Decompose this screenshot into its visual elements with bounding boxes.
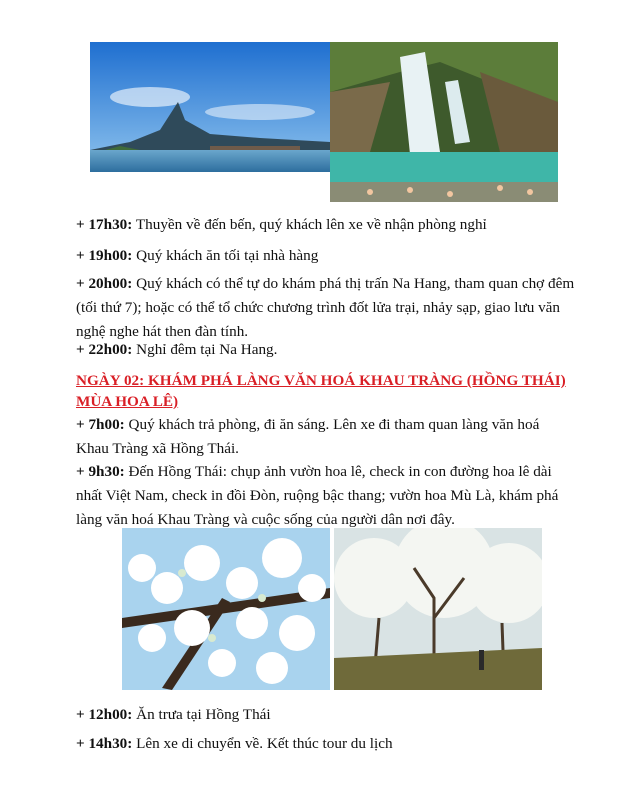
schedule-item-2000 xyxy=(76,272,576,344)
time-label: + 22h00: xyxy=(76,341,133,358)
time-label: + 17h30: xyxy=(76,216,133,233)
item-text: Quý khách có thể tự do khám phá thị trấn Na Hang, tham quan chợ đêm (tối thứ 7); hoặc có thể tổ chức chương trình đốt lửa trại, nhảy sạp, giao lưu văn nghệ nghe hát then đàn tính. xyxy=(76,275,575,340)
item-text: Quý khách ăn tối tại nhà hàng xyxy=(132,247,319,264)
blossom-branch-photo xyxy=(122,528,330,690)
time-label: + 12h00: xyxy=(76,706,133,723)
lake-photo xyxy=(90,42,330,172)
item-text: Nghỉ đêm tại Na Hang. xyxy=(132,341,278,358)
schedule-item-1430 xyxy=(76,732,576,756)
schedule-item-1900 xyxy=(76,244,576,268)
blossom-orchard-photo xyxy=(334,528,542,690)
schedule-item-1200 xyxy=(76,703,576,727)
time-label: + 14h30: xyxy=(76,735,133,752)
schedule-item-0930 xyxy=(76,460,576,532)
time-label: + 20h00: xyxy=(76,275,133,292)
item-text: Thuyền về đến bến, quý khách lên xe về nhận phòng nghỉ xyxy=(132,216,487,233)
time-label: + 7h00: xyxy=(76,416,125,433)
time-label: + 19h00: xyxy=(76,247,133,264)
item-text: Đến Hồng Thái: chụp ảnh vườn hoa lê, check in con đường hoa lê dài nhất Việt Nam, check in đồi Đòn, ruộng bậc thang; vườn hoa Mù Là, khám phá làng văn hoá Khau Tràng và cuộc sống của người dân nơi đây. xyxy=(76,463,559,528)
time-label: + 9h30: xyxy=(76,463,125,480)
waterfall-photo xyxy=(330,42,558,202)
schedule-item-1730 xyxy=(76,213,576,237)
day2-heading: NGÀY 02: KHÁM PHÁ LÀNG VĂN HOÁ KHAU TRÀNG (HỒNG THÁI) MÙA HOA LÊ) xyxy=(76,372,566,410)
schedule-item-0700 xyxy=(76,413,576,461)
item-text: Lên xe di chuyển về. Kết thúc tour du lịch xyxy=(132,735,393,752)
schedule-item-2200 xyxy=(76,338,576,362)
item-text: Quý khách trả phòng, đi ăn sáng. Lên xe đi tham quan làng văn hoá Khau Tràng xã Hồng Thái. xyxy=(76,416,540,457)
item-text: Ăn trưa tại Hồng Thái xyxy=(132,706,271,723)
